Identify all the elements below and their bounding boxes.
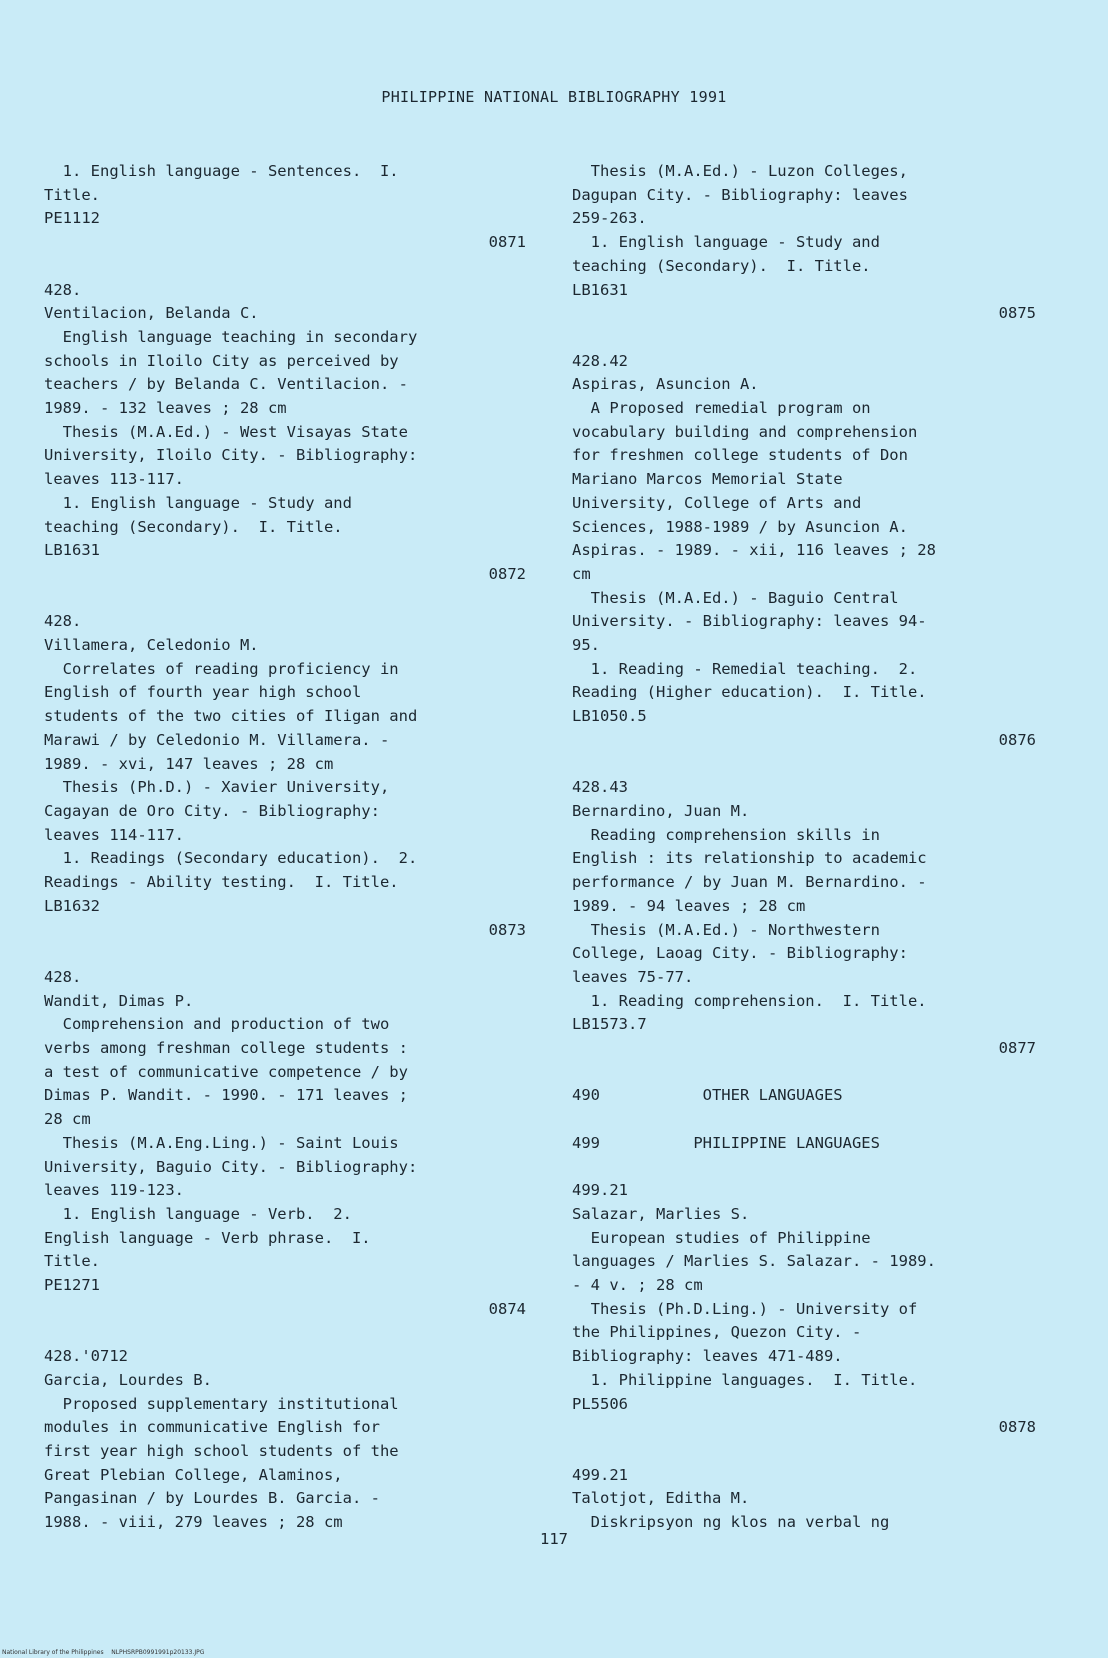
entry-line: vocabulary building and comprehension <box>572 422 918 441</box>
entry-line: 259-263. <box>572 209 647 228</box>
entry-line: Dagupan City. - Bibliography: leaves <box>572 185 908 204</box>
entry-line <box>572 1061 1036 1085</box>
entry-line <box>44 1321 526 1345</box>
entry-line: for freshmen college students of Don <box>572 446 908 465</box>
bibliography-entry <box>572 1464 1036 1535</box>
entry-line: 1. Philippine languages. I. Title. <box>572 1370 918 1389</box>
entry-line: teaching (Secondary). I. Title. <box>44 517 343 536</box>
entry-number <box>572 1416 1036 1440</box>
entry-line <box>44 255 526 279</box>
entry-line: 499.21 <box>572 1465 628 1484</box>
entry-line <box>572 326 1036 350</box>
entry-line: Comprehension and production of two <box>44 1015 390 1034</box>
spacer <box>572 1440 1036 1464</box>
entry-line: Wandit, Dimas P. <box>44 991 194 1010</box>
entry-line <box>44 942 526 966</box>
entry-line: teaching (Secondary). I. Title. <box>572 256 871 275</box>
bibliography-entry <box>44 610 526 918</box>
bibliography-entry <box>572 1132 1036 1156</box>
left-column <box>44 160 526 1535</box>
entry-line: 1988. - viii, 279 leaves ; 28 cm <box>44 1513 343 1532</box>
spacer <box>572 326 1036 350</box>
entry-line: PE1112 <box>44 209 100 228</box>
entry-line: PL5506 <box>572 1394 628 1413</box>
entry-line: English : its relationship to academic <box>572 849 927 868</box>
entry-line: verbs among freshman college students : <box>44 1039 408 1058</box>
entry-line: 1. English language - Study and <box>572 233 880 252</box>
entry-line: a test of communicative competence / by <box>44 1062 408 1081</box>
entry-line: Pangasinan / by Lourdes B. Garcia. - <box>44 1489 380 1508</box>
entry-line: Marawi / by Celedonio M. Villamera. - <box>44 730 390 749</box>
entry-number <box>572 1037 1036 1061</box>
right-column <box>572 160 1036 1535</box>
entry-line: Correlates of reading proficiency in <box>44 659 399 678</box>
entry-line: performance / by Juan M. Bernardino. - <box>572 873 927 892</box>
entry-line: PE1271 <box>44 1276 100 1295</box>
entry-line: English language teaching in secondary <box>44 327 418 346</box>
entry-line: Thesis (M.A.Ed.) - West Visayas State <box>44 422 408 441</box>
entry-line: Thesis (M.A.Ed.) - Baguio Central <box>572 588 899 607</box>
spacer <box>44 587 526 611</box>
entry-line: 428.43 <box>572 778 628 797</box>
entry-number-text: 0872 <box>488 564 526 583</box>
page-number: 117 <box>540 1530 568 1548</box>
entry-line: schools in Iloilo City as perceived by <box>44 351 399 370</box>
scan-footer: National Library of the Philippines NLPHSRPB0991991p20133.JPG <box>2 1649 205 1656</box>
entry-line: Diskripsyon ng klos na verbal ng <box>572 1513 890 1532</box>
page-title: PHILIPPINE NATIONAL BIBLIOGRAPHY 1991 <box>381 88 727 106</box>
entry-line: College, Laoag City. - Bibliography: <box>572 944 908 963</box>
entry-line: Sciences, 1988-1989 / by Asuncion A. <box>572 517 908 536</box>
entry-number <box>44 919 526 943</box>
entry-line: Cagayan de Oro City. - Bibliography: <box>44 801 380 820</box>
entry-number <box>44 1298 526 1322</box>
entry-line: cm <box>572 564 591 583</box>
entry-line: 490 OTHER LANGUAGES <box>572 1086 843 1105</box>
entry-line: 1. English language - Verb. 2. <box>44 1204 352 1223</box>
entry-line: first year high school students of the <box>44 1441 399 1460</box>
entry-line: University, Baguio City. - Bibliography: <box>44 1157 418 1176</box>
entry-line: 499 PHILIPPINE LANGUAGES <box>572 1133 880 1152</box>
entry-line: 1. English language - Sentences. I. <box>44 162 399 180</box>
entry-line: Aspiras. - 1989. - xii, 116 leaves ; 28 <box>572 541 936 560</box>
bibliography-entry <box>572 350 1036 729</box>
spacer <box>572 1061 1036 1085</box>
entry-line: University, Iloilo City. - Bibliography: <box>44 446 418 465</box>
entry-line: A Proposed remedial program on <box>572 399 871 418</box>
entry-line: Villamera, Celedonio M. <box>44 636 259 655</box>
entry-line: 499.21 <box>572 1181 628 1200</box>
entry-line: - 4 v. ; 28 cm <box>572 1276 703 1295</box>
entry-line: University. - Bibliography: leaves 94- <box>572 612 927 631</box>
entry-line: Bibliography: leaves 471-489. <box>572 1347 843 1366</box>
entry-line: leaves 75-77. <box>572 967 694 986</box>
bibliography-entry <box>44 966 526 1298</box>
entry-line <box>44 587 526 611</box>
entry-line: 428. <box>44 967 82 986</box>
entry-line: Thesis (Ph.D.Ling.) - University of <box>572 1299 918 1318</box>
bibliography-entry <box>44 160 526 231</box>
entry-line: English of fourth year high school <box>44 683 362 702</box>
entry-line: 28 cm <box>44 1110 91 1129</box>
entry-line: 1. Reading comprehension. I. Title. <box>572 991 927 1010</box>
entry-line: Readings - Ability testing. I. Title. <box>44 873 399 892</box>
entry-line: Great Plebian College, Alaminos, <box>44 1465 343 1484</box>
entry-number <box>572 729 1036 753</box>
entry-line: Thesis (M.A.Eng.Ling.) - Saint Louis <box>44 1133 399 1152</box>
entry-line: University, College of Arts and <box>572 493 862 512</box>
entry-line: 428.42 <box>572 351 628 370</box>
entry-line: 1. Reading - Remedial teaching. 2. <box>572 659 918 678</box>
entry-number <box>44 231 526 255</box>
entry-number-text: 0873 <box>488 920 526 939</box>
bibliography-entry <box>572 1179 1036 1416</box>
bibliography-entry <box>572 776 1036 1037</box>
entry-line: students of the two cities of Iligan and <box>44 707 418 726</box>
entry-line <box>572 1108 1036 1132</box>
entry-line: Aspiras, Asuncion A. <box>572 375 759 394</box>
entry-line: Ventilacion, Belanda C. <box>44 304 259 323</box>
entry-number-text: 0871 <box>488 233 526 252</box>
entry-line: leaves 114-117. <box>44 825 184 844</box>
entry-line: Proposed supplementary institutional <box>44 1394 399 1413</box>
entry-line: 1. English language - Study and <box>44 493 352 512</box>
bibliography-entry <box>572 160 1036 302</box>
bibliography-entry <box>44 279 526 563</box>
spacer <box>572 1156 1036 1180</box>
entry-line: 1. Readings (Secondary education). 2. <box>44 849 418 868</box>
entry-line: English language - Verb phrase. I. <box>44 1228 371 1247</box>
entry-line: 428. <box>44 612 82 631</box>
entry-line: Reading (Higher education). I. Title. <box>572 683 927 702</box>
entry-line: Mariano Marcos Memorial State <box>572 470 843 489</box>
entry-line: Salazar, Marlies S. <box>572 1204 750 1223</box>
entry-line: 1989. - 94 leaves ; 28 cm <box>572 896 806 915</box>
entry-line: Garcia, Lourdes B. <box>44 1370 212 1389</box>
entry-line: Title. <box>44 185 100 204</box>
bibliography-entry <box>572 1084 1036 1108</box>
bibliography-entry <box>44 1345 526 1535</box>
entry-line: leaves 119-123. <box>44 1181 184 1200</box>
entry-line: 95. <box>572 636 600 655</box>
entry-line: leaves 113-117. <box>44 470 184 489</box>
entry-line: LB1050.5 <box>572 707 647 726</box>
spacer <box>572 753 1036 777</box>
entry-number-text: 0875 <box>998 304 1036 323</box>
entry-line: LB1631 <box>44 541 100 560</box>
spacer <box>572 1108 1036 1132</box>
entry-line: the Philippines, Quezon City. - <box>572 1323 862 1342</box>
entry-line: 1989. - 132 leaves ; 28 cm <box>44 399 287 418</box>
entry-number-text: 0876 <box>998 730 1036 749</box>
entry-line: Dimas P. Wandit. - 1990. - 171 leaves ; <box>44 1086 408 1105</box>
entry-line: European studies of Philippine <box>572 1228 871 1247</box>
spacer <box>44 942 526 966</box>
entry-line: Thesis (Ph.D.) - Xavier University, <box>44 778 390 797</box>
entry-number-text: 0878 <box>998 1418 1036 1437</box>
entry-line: 428.'0712 <box>44 1347 128 1366</box>
entry-line <box>572 1156 1036 1180</box>
entry-number <box>44 563 526 587</box>
spacer <box>44 255 526 279</box>
entry-line: LB1573.7 <box>572 1015 647 1034</box>
entry-line: Talotjot, Editha M. <box>572 1489 750 1508</box>
entry-line: languages / Marlies S. Salazar. - 1989. <box>572 1252 936 1271</box>
entry-line: 1989. - xvi, 147 leaves ; 28 cm <box>44 754 334 773</box>
entry-line: LB1631 <box>572 280 628 299</box>
spacer <box>44 1321 526 1345</box>
entry-line: LB1632 <box>44 896 100 915</box>
entry-line: Title. <box>44 1252 100 1271</box>
entry-number <box>572 302 1036 326</box>
entry-number-text: 0874 <box>488 1299 526 1318</box>
entry-line <box>572 1440 1036 1464</box>
entry-line: Thesis (M.A.Ed.) - Luzon Colleges, <box>572 162 908 180</box>
entry-line: Reading comprehension skills in <box>572 825 880 844</box>
entry-line: 428. <box>44 280 82 299</box>
entry-line <box>572 753 1036 777</box>
entry-line: modules in communicative English for <box>44 1418 380 1437</box>
entry-line: Thesis (M.A.Ed.) - Northwestern <box>572 920 880 939</box>
entry-line: Bernardino, Juan M. <box>572 801 750 820</box>
entry-line: teachers / by Belanda C. Ventilacion. - <box>44 375 408 394</box>
entry-number-text: 0877 <box>998 1039 1036 1058</box>
